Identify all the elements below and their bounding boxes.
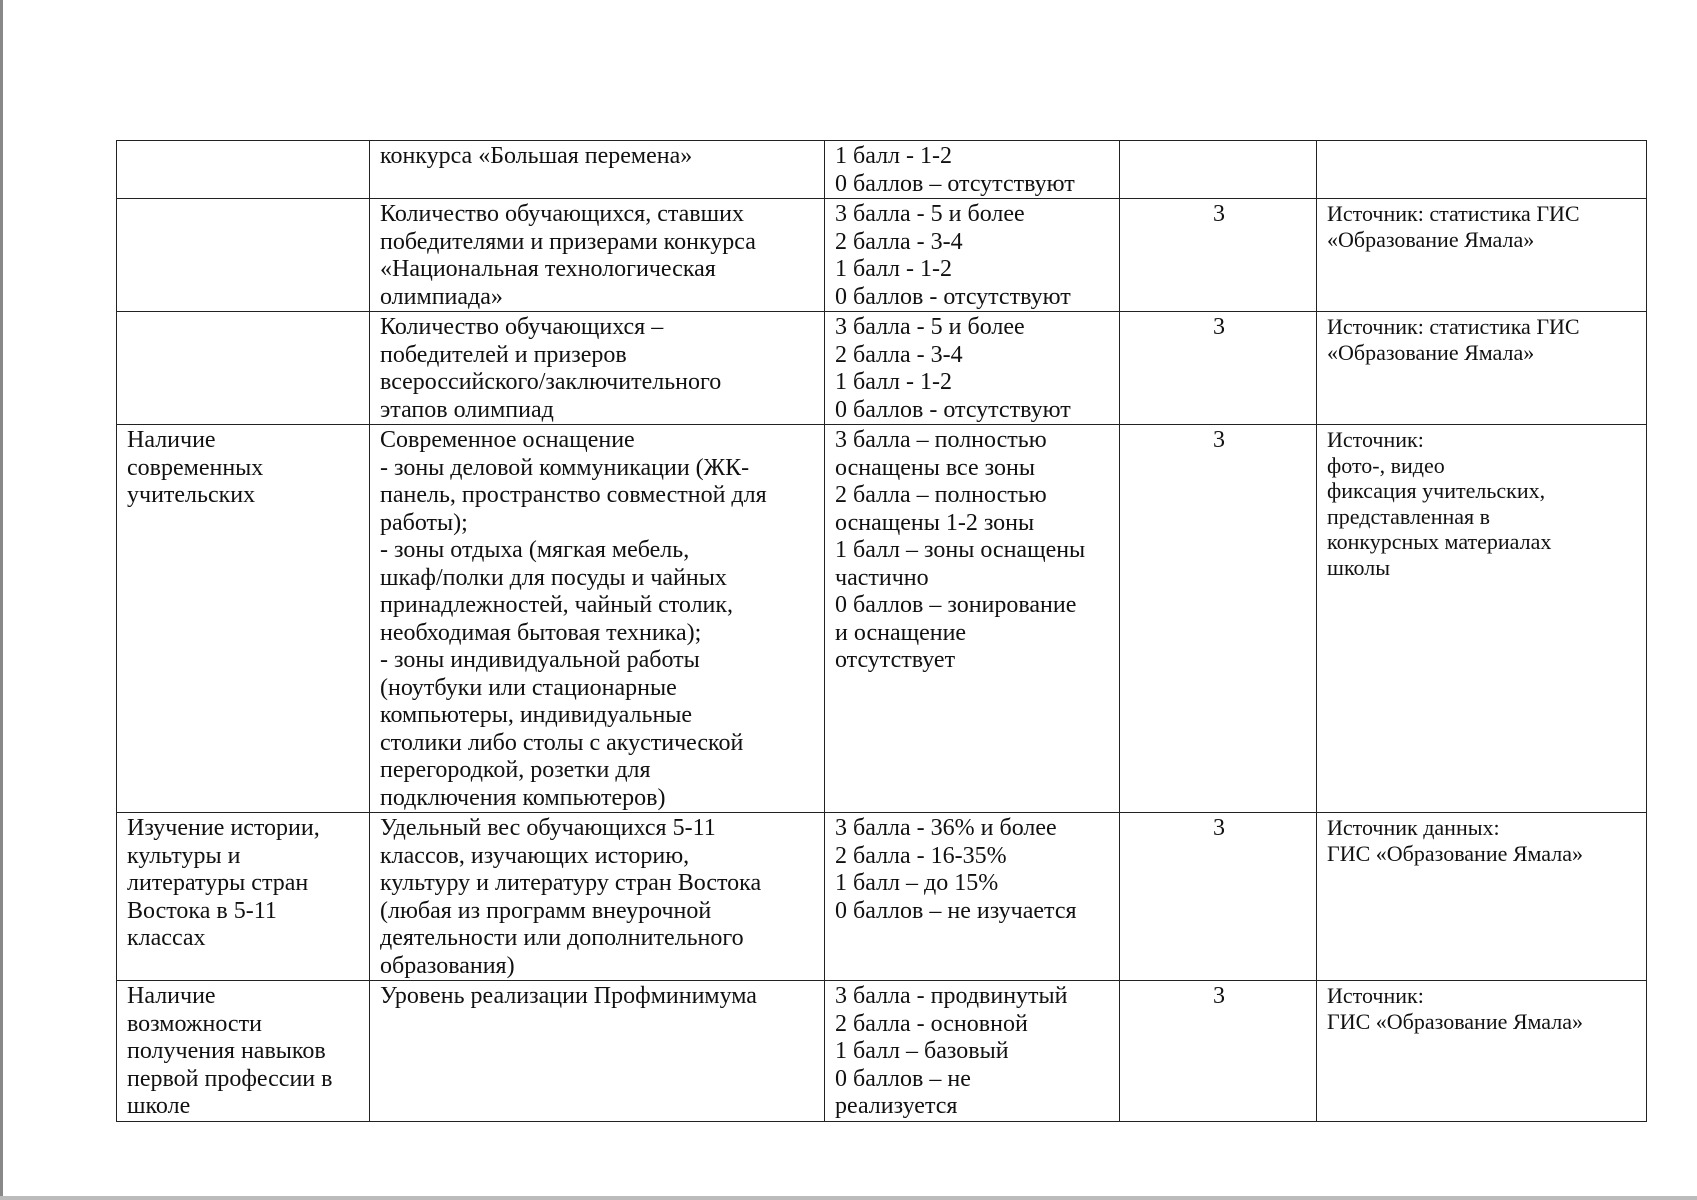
cell-line: Удельный вес обучающихся 5-11 [380,815,716,841]
cell-line: частично [835,564,929,591]
source-cell [1317,199,1647,312]
indicator-cell [370,813,825,981]
cell-line: панель, пространство совместной для [380,482,767,508]
cell-line: 1 балл - 1-2 [835,143,953,169]
cell-line: конкурса «Большая перемена» [380,143,693,169]
cell-line: принадлежностей, чайный столик, [380,592,734,618]
cell-line: Уровень реализации Профминимума [380,983,757,1009]
indicator-cell [370,199,825,312]
cell-line: олимпиада» [380,283,503,310]
scoring-cell [825,312,1120,425]
cell-line: «Образование Ямала» [1327,226,1535,252]
cell-line: 0 баллов – не изучается [835,897,1077,924]
cell-line: работы); [380,509,468,536]
source-cell [1317,813,1647,981]
cell-line: (ноутбуки или стационарные [380,674,677,701]
cell-line: современных [127,454,264,481]
cell-line: отсутствует [835,647,956,673]
scoring-cell [825,981,1120,1122]
cell-line: столики либо столы с акустической [380,729,744,756]
cell-line: 3 балла - 5 и более [835,314,1025,340]
cell-line: школе [127,1093,191,1119]
cell-line: культуру и литературу стран Востока [380,870,762,896]
cell-line: Наличие [127,427,216,453]
cell-line: 1 балл – базовый [835,1038,1009,1064]
cell-line: Наличие [127,983,216,1009]
cell-line: 0 баллов – зонирование [835,592,1077,618]
cell-line: образования) [380,952,515,979]
cell-line: Источник данных: [1327,815,1500,840]
cell-line: первой профессии в [127,1065,333,1092]
table-row [117,813,1647,981]
cell-line: оснащены все зоны [835,454,1035,481]
cell-line: этапов олимпиад [380,396,554,423]
cell-line: классах [127,925,206,951]
cell-line: литературы стран [127,870,309,896]
criterion-cell [117,199,370,312]
cell-line: «Образование Ямала» [1327,339,1535,365]
cell-line: деятельности или дополнительного [380,925,744,951]
cell-line: - зоны отдыха (мягкая мебель, [380,537,690,563]
cell-line: фиксация учительских, [1327,478,1546,503]
cell-line: необходимая бытовая техника); [380,619,702,646]
table-row [117,199,1647,312]
cell-line: 3 балла – полностью [835,427,1047,453]
cell-line: «Национальная технологическая [380,256,716,282]
indicator-cell [370,312,825,425]
cell-line: 0 баллов - отсутствуют [835,396,1071,423]
cell-line: учительских [127,482,256,508]
max-score-cell [1120,141,1317,199]
cell-line: 1 балл - 1-2 [835,369,953,395]
cell-line: Количество обучающихся, ставших [380,201,744,227]
cell-line: 1 балл – до 15% [835,870,999,896]
scan-bottom-edge [0,1196,1697,1200]
cell-line: ГИС «Образование Ямала» [1327,1008,1584,1034]
cell-line: культуры и [127,842,241,869]
source-cell [1317,981,1647,1122]
cell-line: 2 балла - основной [835,1010,1028,1037]
table-row [117,425,1647,813]
cell-line: Источник: статистика ГИС [1327,314,1580,339]
scoring-cell [825,141,1120,199]
cell-line: Востока в 5-11 [127,897,277,924]
criterion-cell [117,813,370,981]
cell-line: 0 баллов – отсутствуют [835,170,1075,197]
cell-line: всероссийского/заключительного [380,369,722,395]
cell-line: классов, изучающих историю, [380,842,690,869]
cell-line: подключения компьютеров) [380,784,666,811]
cell-line: Изучение истории, [127,815,320,841]
max-score-cell: 3 [1120,312,1317,425]
cell-line: школы [1327,554,1390,580]
cell-line: представленная в [1327,503,1491,529]
cell-line: фото-, видео [1327,452,1445,478]
criterion-cell [117,425,370,813]
criteria-table-body [117,141,1647,1122]
cell-line: 2 балла - 3-4 [835,341,963,368]
cell-line: победителей и призеров [380,341,627,368]
max-score-cell: 3 [1120,813,1317,981]
cell-line: (любая из программ внеурочной [380,897,712,924]
cell-line: 2 балла - 3-4 [835,228,963,255]
cell-line: победителями и призерами конкурса [380,228,756,255]
cell-line: 0 баллов – не [835,1065,971,1092]
criterion-cell [117,312,370,425]
cell-line: Источник: [1327,427,1424,452]
cell-line: конкурсных материалах [1327,529,1552,554]
cell-line: 2 балла - 16-35% [835,842,1007,869]
criterion-cell [117,141,370,199]
cell-line: компьютеры, индивидуальные [380,702,693,728]
cell-line: перегородкой, розетки для [380,757,651,783]
scoring-cell [825,425,1120,813]
cell-line: и оснащение [835,619,967,646]
cell-line: 2 балла – полностью [835,482,1047,508]
cell-line: реализуется [835,1093,958,1119]
cell-line: - зоны деловой коммуникации (ЖК- [380,454,750,481]
cell-line: Количество обучающихся – [380,314,664,340]
scan-left-edge [0,0,3,1200]
cell-line: ГИС «Образование Ямала» [1327,840,1584,866]
scoring-cell [825,813,1120,981]
cell-line: 3 балла - продвинутый [835,983,1068,1009]
cell-line: 0 баллов - отсутствуют [835,283,1071,310]
cell-line: - зоны индивидуальной работы [380,647,700,673]
scoring-cell [825,199,1120,312]
cell-line: 1 балл - 1-2 [835,256,953,282]
cell-line: возможности [127,1010,262,1037]
cell-line: получения навыков [127,1038,326,1064]
max-score-cell: 3 [1120,981,1317,1122]
source-cell [1317,141,1647,199]
cell-line: 1 балл – зоны оснащены [835,537,1086,563]
indicator-cell [370,981,825,1122]
indicator-cell [370,141,825,199]
criteria-table [116,140,1647,1122]
source-cell [1317,312,1647,425]
max-score-cell: 3 [1120,199,1317,312]
criterion-cell [117,981,370,1122]
cell-line: 3 балла - 36% и более [835,815,1057,841]
cell-line: Источник: [1327,983,1424,1008]
cell-line: Современное оснащение [380,427,635,453]
table-row [117,312,1647,425]
cell-line: шкаф/полки для посуды и чайных [380,564,727,591]
indicator-cell [370,425,825,813]
cell-line: оснащены 1-2 зоны [835,509,1035,536]
max-score-cell: 3 [1120,425,1317,813]
cell-line: 3 балла - 5 и более [835,201,1025,227]
source-cell [1317,425,1647,813]
cell-line: Источник: статистика ГИС [1327,201,1580,226]
table-row [117,141,1647,199]
table-row [117,981,1647,1122]
